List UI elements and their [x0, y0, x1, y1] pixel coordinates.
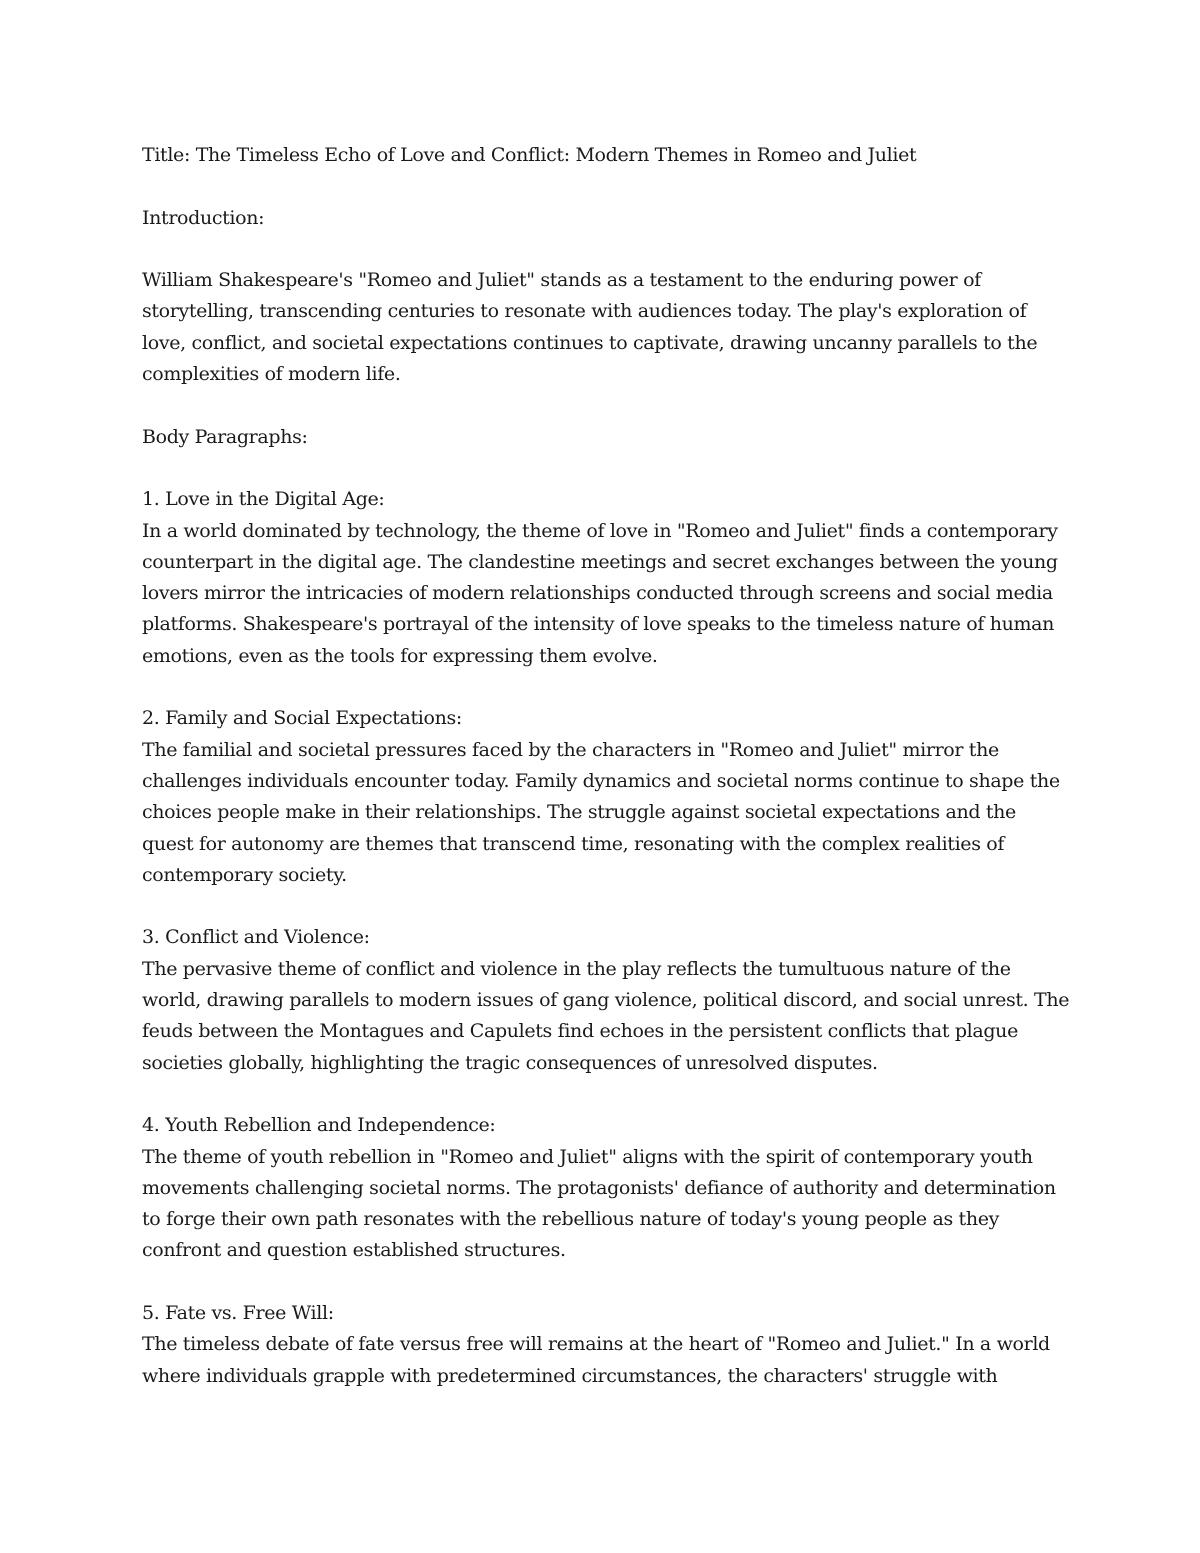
section-love-digital-age	[142, 484, 1072, 672]
section-heading: 2. Family and Social Expectations:	[142, 707, 462, 730]
section-text: The pervasive theme of conflict and violence in the play reflects the tumultuous nature of the world, drawing parallels to modern issues of gang violence, political discord, and social unrest. The feuds between the Montagues and Capulets find echoes in the persistent conflicts that plague societies globally, highlighting the tragic consequences of unresolved disputes.	[142, 957, 1070, 1074]
body-paragraphs-heading: Body Paragraphs:	[142, 425, 308, 448]
introduction-heading: Introduction:	[142, 206, 265, 229]
section-fate-free-will	[142, 1298, 1072, 1392]
section-conflict-violence	[142, 922, 1072, 1078]
section-heading: 4. Youth Rebellion and Independence:	[142, 1114, 496, 1137]
section-heading: 3. Conflict and Violence:	[142, 926, 370, 949]
section-heading: 5. Fate vs. Free Will:	[142, 1301, 334, 1324]
section-text: The familial and societal pressures faced by the characters in "Romeo and Juliet" mirror the challenges individuals encounter today. Family dynamics and societal norms continue to shape the choices people make in their relationships. The struggle against societal expectations and the quest for autonomy are themes that transcend time, resonating with the complex realities of contemporary society.	[142, 738, 1060, 886]
section-text: In a world dominated by technology, the theme of love in "Romeo and Juliet" finds a contemporary counterpart in the digital age. The clandestine meetings and secret exchanges between the young lovers mirror the intricacies of modern relationships conducted through screens and social media platforms. Shakespeare's portrayal of the intensity of love speaks to the timeless nature of human emotions, even as the tools for expressing them evolve.	[142, 519, 1058, 667]
document-title: Title: The Timeless Echo of Love and Conflict: Modern Themes in Romeo and Juliet	[142, 144, 917, 166]
section-heading: 1. Love in the Digital Age:	[142, 488, 385, 511]
section-youth-rebellion	[142, 1110, 1072, 1266]
section-text: The timeless debate of fate versus free will remains at the heart of "Romeo and Juliet." In a world where individuals grapple with predetermined circumstances, the characters' struggle with	[142, 1333, 1050, 1387]
section-text: The theme of youth rebellion in "Romeo and Juliet" aligns with the spirit of contemporary youth movements challenging societal norms. The protagonists' defiance of authority and determination to forge their own path resonates with the rebellious nature of today's young people as they confront and question established structures.	[142, 1145, 1056, 1262]
document-body	[142, 140, 1072, 1423]
section-family-social-expectations	[142, 703, 1072, 891]
introduction-paragraph: William Shakespeare's "Romeo and Juliet" stands as a testament to the enduring power of storytelling, transcending centuries to resonate with audiences today. The play's exploration of love, conflict, and societal expectations continues to captivate, drawing uncanny parallels to the complexities of modern life.	[142, 269, 1038, 386]
